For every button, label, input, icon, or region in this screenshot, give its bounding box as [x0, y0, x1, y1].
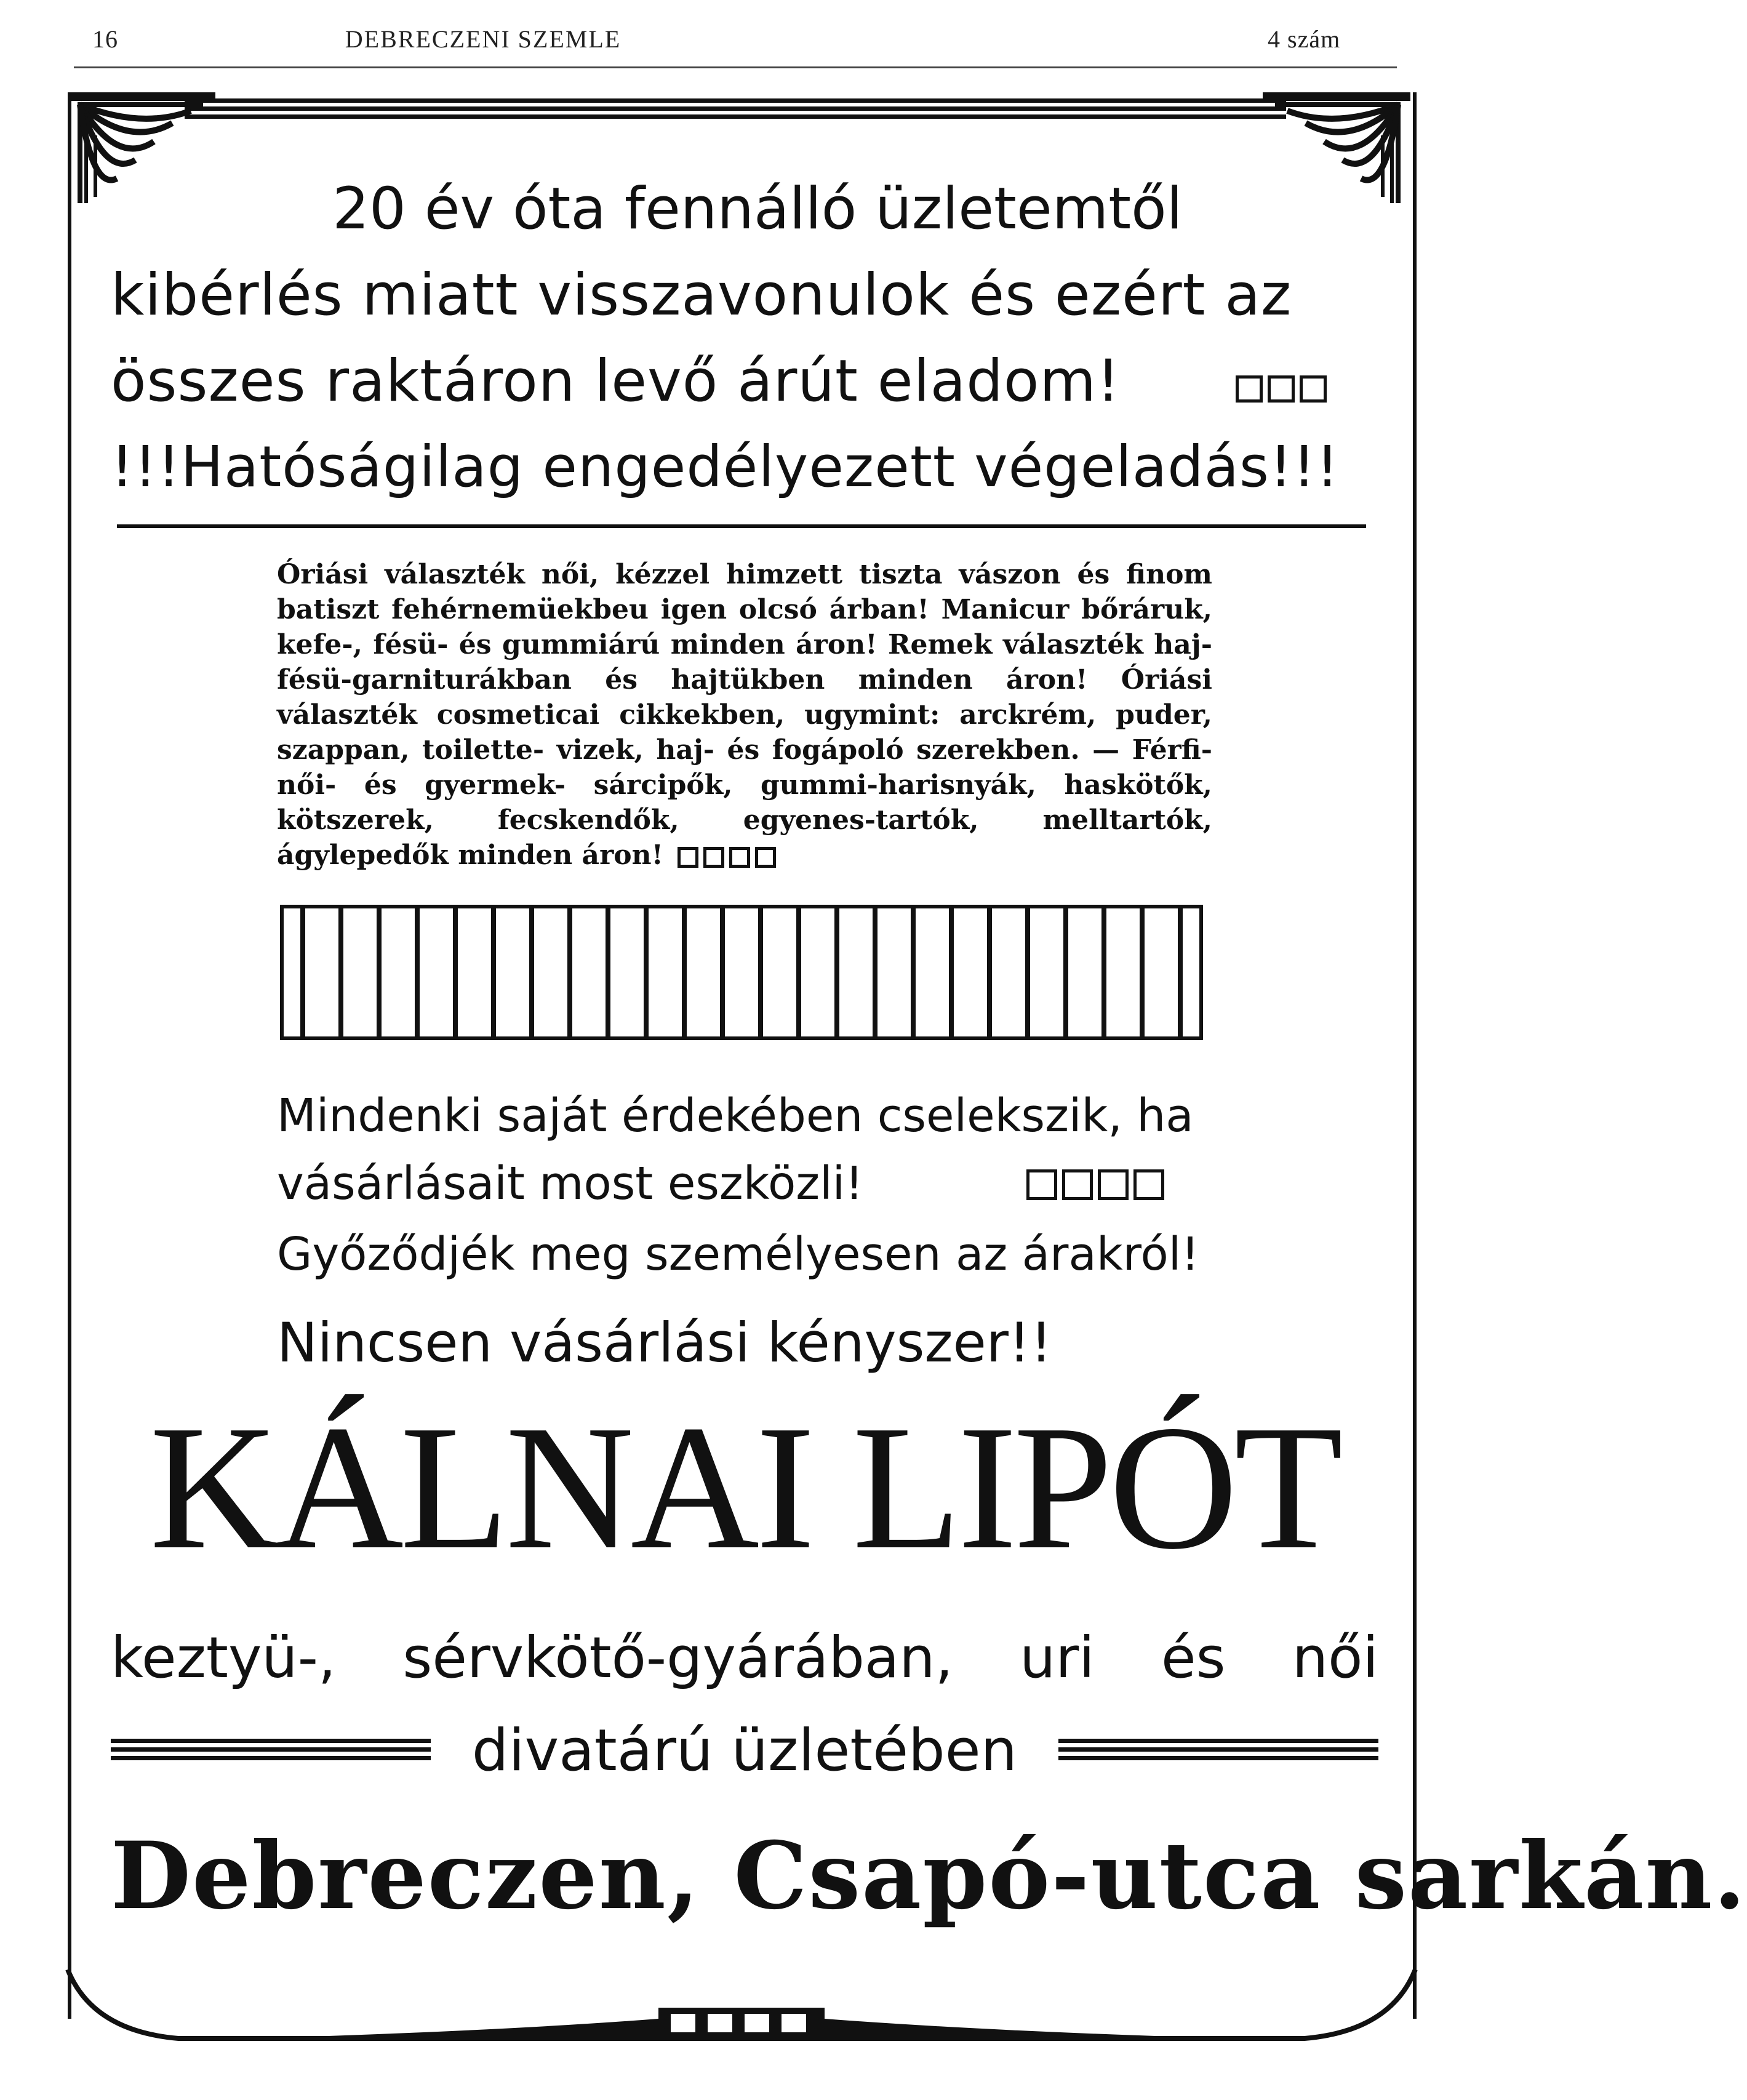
slogan-line-2: vásárlásait most eszközli!	[277, 1157, 863, 1210]
slogan-line-3: Győződjék meg személyesen az árakról!	[277, 1228, 1199, 1281]
intro-line-1: 20 év óta fennálló üzletemtől	[332, 175, 1183, 242]
header-rule	[74, 66, 1397, 68]
top-border-rule	[185, 98, 1286, 123]
page-number: 16	[92, 25, 118, 53]
intro-line-3: összes raktáron levő árút eladom!	[111, 348, 1121, 415]
shop-line-2: divatárú üzletében	[471, 1717, 1018, 1784]
journal-title: DEBRECZENI SZEMLE	[345, 25, 622, 53]
offer-paragraph	[277, 557, 1212, 873]
section-rule	[117, 524, 1366, 528]
address: Debreczen, Csapó-utca sarkán.	[111, 1822, 1747, 1930]
slogan-line-4: Nincsen vásárlási kényszer!!	[277, 1311, 1052, 1374]
bottom-ornament-icon	[68, 1970, 1415, 2043]
square-ornaments	[1231, 375, 1327, 403]
square-ornaments	[1021, 1169, 1164, 1200]
shop-line: keztyü-, sérvkötő-gyárában, uri és női	[111, 1625, 1378, 1691]
intro-line-2: kibérlés miatt visszavonulok és ezért az	[111, 262, 1292, 329]
bar-ornament	[280, 905, 1203, 1040]
divat-row	[111, 1717, 1378, 1785]
page-header	[0, 25, 1490, 62]
intro-line-4: !!!Hatóságilag engedélyezett végeladás!!!	[111, 434, 1340, 500]
merchant-name: KÁLNAI LIPÓT	[150, 1389, 1340, 1586]
offer-text: Óriási választék női, kézzel himzett tiszta vászon és finom batiszt fehérnemüekbeu igen olcsó árban! Manicur bőráruk, kefe-, fésü- és gummiárú minden áron! Remek választék haj- fésü-garniturákban és hajtükben minden áron! Óriási választék cosmeticai cikkekben, ugymint: arckrém, puder, szappan, toilette- vizek, haj- és fogápoló szerekben. — Férfi- női- és gyermek- sárcipők, gummi-harisnyák, haskötők, kötszerek, fecskendők, egyenes-tartók, melltartók, ágylepedők minden áron!	[277, 559, 1212, 871]
slogan-line-1: Mindenki saját érdekében cselekszik, ha	[277, 1089, 1194, 1142]
issue-number: 4 szám	[1268, 25, 1341, 53]
right-rule	[1058, 1739, 1378, 1765]
